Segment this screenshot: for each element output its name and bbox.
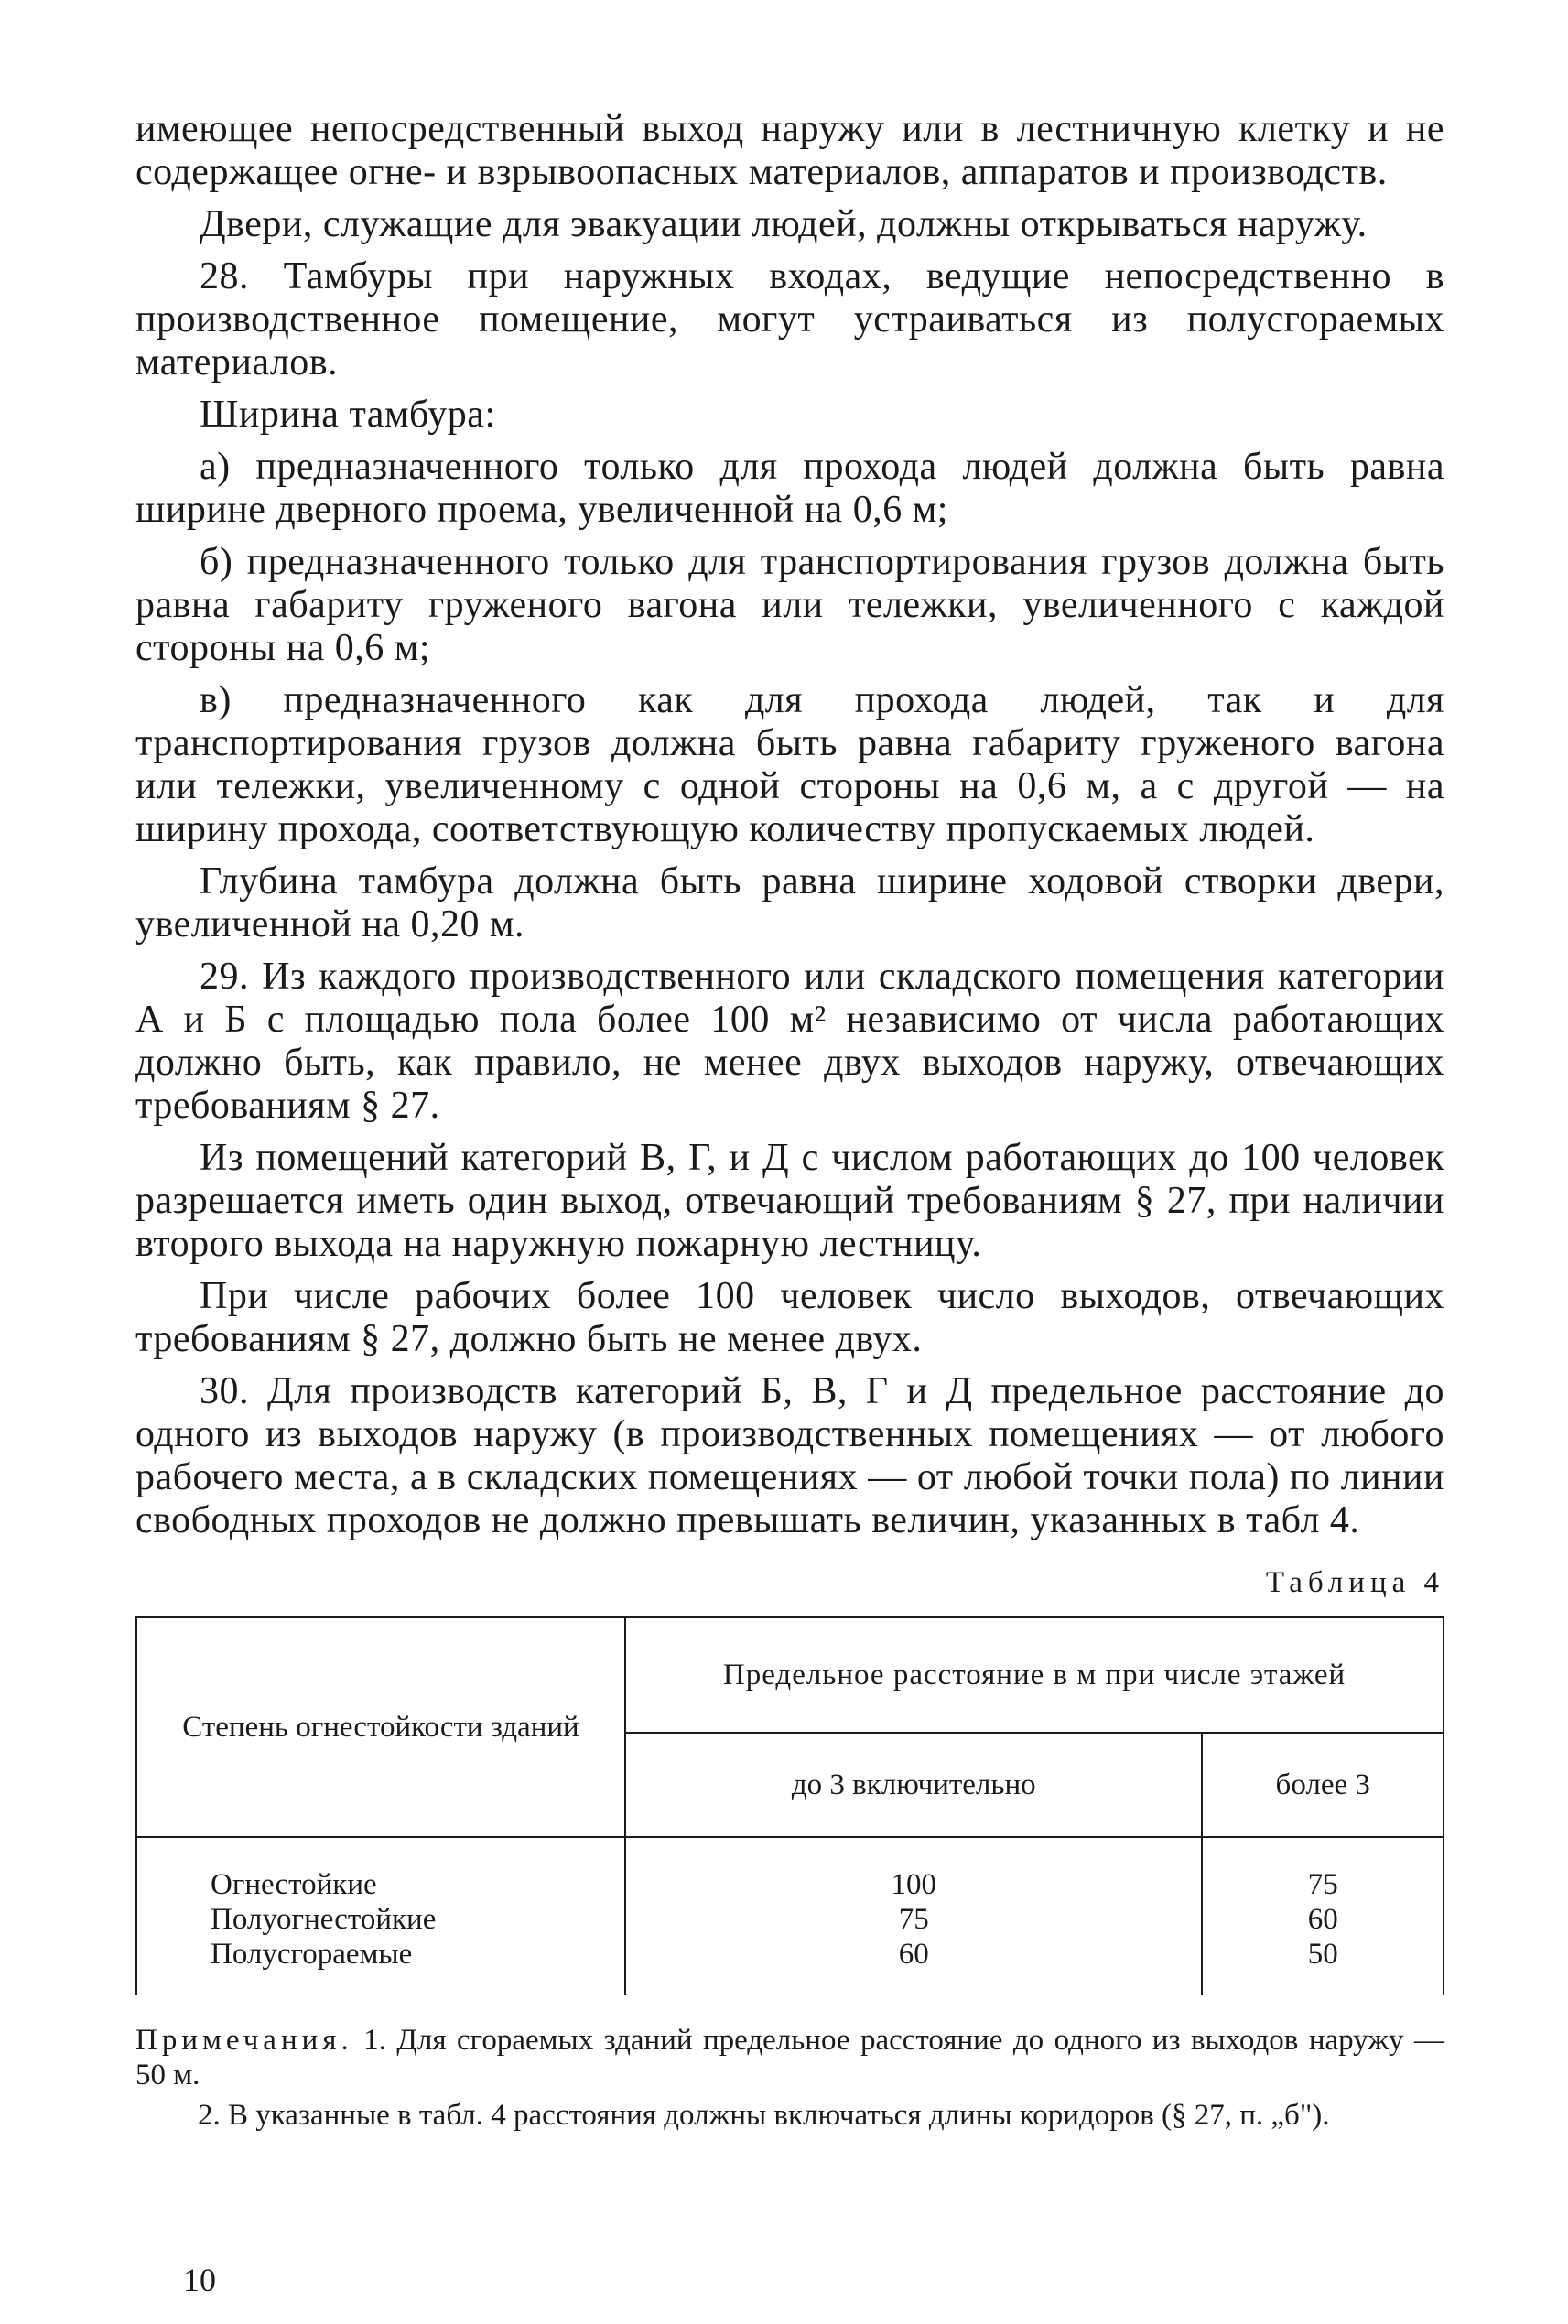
header-more-than-3-floors: более 3	[1202, 1733, 1444, 1837]
table-4	[135, 1616, 1444, 1995]
paragraph: Ширина тамбура:	[200, 394, 496, 436]
row-category: Огнестойкие	[136, 1837, 625, 1902]
note-2: 2. В указанные в табл. 4 расстояния должны включаться длины коридоров (§ 27, п. „б").	[198, 2099, 1330, 2132]
paragraph: б) предназначенного только для транспортирования грузов должна быть равна габариту груженого вагона или тележки, увеличенного с каждой стороны на 0,6 м;	[135, 541, 1444, 669]
header-distance-group: Предельное расстояние в м при числе этажей	[625, 1617, 1444, 1733]
row-value-more-3: 75	[1202, 1837, 1444, 1902]
note-1-text: 1. Для сгораемых зданий предельное расстояние до одного из выходов наружу — 50 м.	[135, 2024, 1445, 2092]
row-value-more-3: 60	[1202, 1902, 1444, 1937]
row-category: Полусгораемые	[136, 1937, 625, 1995]
paragraph: а) предназначенного только для прохода людей должна быть равна ширине дверного проема, увеличенной на 0,6 м;	[135, 446, 1444, 531]
paragraph: Глубина тамбура должна быть равна ширине ходовой створки двери, увеличенной на 0,20 м.	[135, 860, 1444, 946]
table-row	[136, 1937, 1444, 1995]
table-notes	[135, 2023, 1444, 2133]
header-fire-resistance: Степень огнестойкости зданий	[136, 1617, 625, 1837]
row-value-more-3: 50	[1202, 1937, 1444, 1995]
note-1	[135, 2023, 1444, 2092]
paragraph: Двери, служащие для эвакуации людей, должны открываться наружу.	[200, 203, 1368, 245]
row-value-up-to-3: 75	[625, 1902, 1202, 1937]
paragraph: 29. Из каждого производственного или складского помещения категории А и Б с площадью пола более 100 м² независимо от числа работающих должно быть, как правило, не менее двух выходов наружу, отвечающих требованиям § 27.	[135, 956, 1444, 1127]
row-value-up-to-3: 100	[625, 1837, 1202, 1902]
page	[135, 108, 1444, 2138]
paragraph: Из помещений категорий В, Г, и Д с числом работающих до 100 человек разрешается иметь один выход, отвечающий требованиям § 27, при наличии второго выхода на наружную пожарную лестницу.	[135, 1137, 1444, 1265]
paragraph: 28. Тамбуры при наружных входах, ведущие непосредственно в производственное помещение, могут устраиваться из полусгораемых материалов.	[135, 255, 1444, 384]
page-number: 10	[183, 2262, 216, 2298]
notes-label: Примечания.	[135, 2024, 353, 2057]
table-row	[136, 1902, 1444, 1937]
paragraph: При числе рабочих более 100 человек число выходов, отвечающих требованиям § 27, должно быть не менее двух.	[135, 1275, 1444, 1360]
paragraph: в) предназначенного как для прохода людей, так и для транспортирования грузов должна быть равна габариту груженого вагона или тележки, увеличенному с одной стороны на 0,6 м, а с другой — на ширину прохода, соответствующую количеству пропускаемых людей.	[135, 679, 1444, 850]
table-caption: Таблица 4	[1265, 1566, 1444, 1599]
body-text	[135, 108, 1444, 1542]
table-row	[136, 1837, 1444, 1902]
row-value-up-to-3: 60	[625, 1937, 1202, 1995]
row-category: Полуогнестойкие	[136, 1902, 625, 1937]
header-up-to-3-floors: до 3 включительно	[625, 1733, 1202, 1837]
paragraph: 30. Для производств категорий Б, В, Г и Д предельное расстояние до одного из выходов наружу (в производственных помещениях — от любого рабочего места, а в складских помещениях — от любой точки пола) по линии свободных проходов не должно превышать величин, указанных в табл 4.	[135, 1370, 1444, 1541]
paragraph: имеющее непосредственный выход наружу или в лестничную клетку и не содержащее огне- и взрывоопасных материалов, аппаратов и производств.	[135, 108, 1444, 193]
